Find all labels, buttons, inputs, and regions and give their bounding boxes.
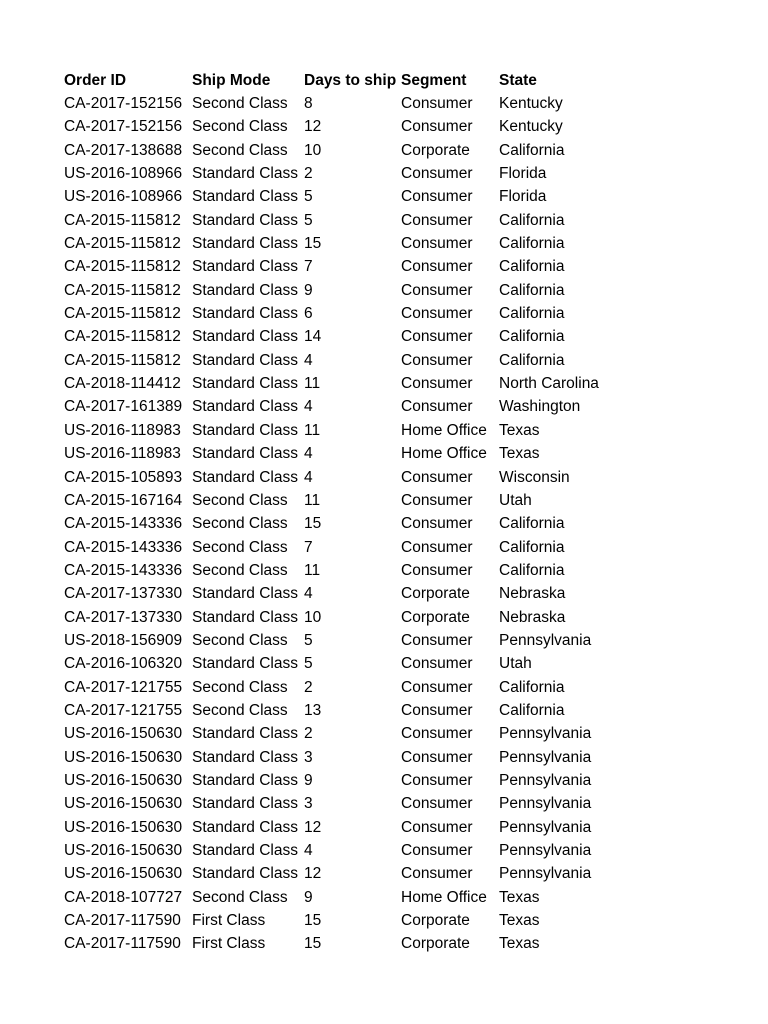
segment-cell: Home Office — [401, 421, 487, 439]
days-to-ship-cell: 2 — [304, 678, 313, 696]
state-cell: Texas — [499, 935, 540, 953]
segment-cell: Corporate — [401, 585, 470, 603]
ship-mode-cell: Standard Class — [192, 748, 298, 766]
state-cell: Florida — [499, 188, 547, 206]
order-id-cell: CA-2017-152156 — [64, 118, 183, 136]
days-to-ship-cell: 5 — [304, 655, 313, 673]
ship-mode-cell: Second Class — [192, 631, 288, 649]
ship-mode-cell: Second Class — [192, 491, 288, 509]
ship-mode-cell: Second Class — [192, 538, 288, 556]
days-to-ship-cell: 4 — [304, 398, 313, 416]
column-header-order-id: Order ID — [64, 71, 127, 89]
table-row — [64, 793, 639, 816]
days-to-ship-cell: 7 — [304, 258, 313, 276]
state-cell: Nebraska — [499, 585, 566, 603]
state-cell: California — [499, 678, 565, 696]
order-id-cell: CA-2015-143336 — [64, 561, 183, 579]
order-id-cell: US-2016-108966 — [64, 188, 183, 206]
state-cell: North Carolina — [499, 375, 599, 393]
state-cell: Pennsylvania — [499, 842, 592, 860]
state-cell: Texas — [499, 912, 540, 930]
segment-cell: Corporate — [401, 608, 470, 626]
days-to-ship-cell: 4 — [304, 445, 313, 463]
order-id-cell: CA-2017-161389 — [64, 398, 183, 416]
table-row — [64, 583, 639, 606]
segment-cell: Consumer — [401, 118, 473, 136]
table-row — [64, 92, 639, 115]
state-cell: Pennsylvania — [499, 631, 592, 649]
segment-cell: Consumer — [401, 678, 473, 696]
ship-mode-cell: Standard Class — [192, 608, 298, 626]
table-row — [64, 769, 639, 792]
days-to-ship-cell: 11 — [304, 421, 321, 439]
state-cell: California — [499, 561, 565, 579]
state-cell: California — [499, 328, 565, 346]
segment-cell: Consumer — [401, 725, 473, 743]
table-row — [64, 372, 639, 395]
state-cell: Utah — [499, 655, 532, 673]
segment-cell: Consumer — [401, 258, 473, 276]
order-id-cell: US-2016-150630 — [64, 748, 183, 766]
segment-cell: Consumer — [401, 701, 473, 719]
state-cell: Washington — [499, 398, 581, 416]
order-id-cell: CA-2015-115812 — [64, 235, 181, 253]
days-to-ship-cell: 14 — [304, 328, 322, 346]
state-cell: Pennsylvania — [499, 795, 592, 813]
table-row — [64, 466, 639, 489]
segment-cell: Consumer — [401, 165, 473, 183]
state-cell: California — [499, 701, 565, 719]
ship-mode-cell: Standard Class — [192, 445, 298, 463]
days-to-ship-cell: 12 — [304, 118, 322, 136]
table-row — [64, 559, 639, 582]
state-cell: Nebraska — [499, 608, 566, 626]
days-to-ship-cell: 11 — [304, 491, 321, 509]
state-cell: California — [499, 281, 565, 299]
state-cell: Wisconsin — [499, 468, 570, 486]
segment-cell: Consumer — [401, 211, 473, 229]
order-id-cell: US-2016-150630 — [64, 795, 183, 813]
ship-mode-cell: Standard Class — [192, 188, 298, 206]
segment-cell: Corporate — [401, 935, 470, 953]
segment-cell: Consumer — [401, 351, 473, 369]
order-id-cell: CA-2018-114412 — [64, 375, 181, 393]
ship-mode-cell: Standard Class — [192, 351, 298, 369]
ship-mode-cell: Standard Class — [192, 258, 298, 276]
order-id-cell: CA-2015-167164 — [64, 491, 183, 509]
order-id-cell: US-2016-150630 — [64, 771, 183, 789]
order-id-cell: US-2016-150630 — [64, 725, 183, 743]
ship-mode-cell: Standard Class — [192, 235, 298, 253]
ship-mode-cell: Standard Class — [192, 328, 298, 346]
table-row — [64, 256, 639, 279]
ship-mode-cell: Second Class — [192, 141, 288, 159]
order-id-cell: CA-2015-143336 — [64, 538, 183, 556]
state-cell: California — [499, 141, 565, 159]
state-cell: California — [499, 515, 565, 533]
state-cell: Pennsylvania — [499, 748, 592, 766]
days-to-ship-cell: 4 — [304, 351, 313, 369]
ship-mode-cell: Second Class — [192, 95, 288, 113]
segment-cell: Consumer — [401, 818, 473, 836]
ship-mode-cell: Second Class — [192, 561, 288, 579]
days-to-ship-cell: 6 — [304, 305, 313, 323]
order-id-cell: US-2016-108966 — [64, 165, 183, 183]
days-to-ship-cell: 7 — [304, 538, 313, 556]
ship-mode-cell: Standard Class — [192, 865, 298, 883]
state-cell: Pennsylvania — [499, 818, 592, 836]
segment-cell: Consumer — [401, 95, 473, 113]
table-row — [64, 723, 639, 746]
segment-cell: Consumer — [401, 748, 473, 766]
state-cell: Texas — [499, 421, 540, 439]
ship-mode-cell: Standard Class — [192, 771, 298, 789]
segment-cell: Home Office — [401, 888, 487, 906]
order-id-cell: CA-2017-138688 — [64, 141, 183, 159]
segment-cell: Consumer — [401, 328, 473, 346]
segment-cell: Consumer — [401, 398, 473, 416]
table-row — [64, 209, 639, 232]
days-to-ship-cell: 4 — [304, 585, 313, 603]
table-row — [64, 186, 639, 209]
segment-cell: Consumer — [401, 561, 473, 579]
days-to-ship-cell: 2 — [304, 165, 313, 183]
ship-mode-cell: Second Class — [192, 701, 288, 719]
order-id-cell: CA-2016-106320 — [64, 655, 183, 673]
table-row — [64, 629, 639, 652]
state-cell: Kentucky — [499, 118, 563, 136]
segment-cell: Corporate — [401, 912, 470, 930]
order-id-cell: US-2016-118983 — [64, 421, 181, 439]
segment-cell: Consumer — [401, 235, 473, 253]
days-to-ship-cell: 2 — [304, 725, 313, 743]
segment-cell: Consumer — [401, 375, 473, 393]
days-to-ship-cell: 15 — [304, 515, 322, 533]
order-id-cell: CA-2017-137330 — [64, 608, 183, 626]
order-id-cell: CA-2018-107727 — [64, 888, 183, 906]
segment-cell: Consumer — [401, 655, 473, 673]
ship-mode-cell: First Class — [192, 912, 266, 930]
state-cell: California — [499, 235, 565, 253]
order-id-cell: US-2016-150630 — [64, 818, 183, 836]
order-id-cell: CA-2017-121755 — [64, 701, 183, 719]
ship-mode-cell: Second Class — [192, 888, 288, 906]
table-row — [64, 116, 639, 139]
segment-cell: Consumer — [401, 468, 473, 486]
table-row — [64, 909, 639, 932]
table-row — [64, 302, 639, 325]
ship-mode-cell: Standard Class — [192, 795, 298, 813]
ship-mode-cell: Standard Class — [192, 725, 298, 743]
order-id-cell: CA-2015-105893 — [64, 468, 183, 486]
column-header-state: State — [499, 71, 537, 89]
table-row — [64, 326, 639, 349]
days-to-ship-cell: 9 — [304, 281, 313, 299]
ship-mode-cell: First Class — [192, 935, 266, 953]
ship-mode-cell: Standard Class — [192, 655, 298, 673]
segment-cell: Consumer — [401, 771, 473, 789]
order-id-cell: CA-2015-115812 — [64, 351, 181, 369]
table-body — [64, 92, 639, 956]
days-to-ship-cell: 10 — [304, 141, 322, 159]
days-to-ship-cell: 5 — [304, 631, 313, 649]
ship-mode-cell: Standard Class — [192, 281, 298, 299]
ship-mode-cell: Second Class — [192, 678, 288, 696]
table-row — [64, 279, 639, 302]
ship-mode-cell: Standard Class — [192, 842, 298, 860]
table-row — [64, 419, 639, 442]
table-row — [64, 139, 639, 162]
column-header-days-to-ship: Days to ship — [304, 71, 397, 89]
ship-mode-cell: Standard Class — [192, 211, 298, 229]
days-to-ship-cell: 5 — [304, 188, 313, 206]
state-cell: California — [499, 258, 565, 276]
ship-mode-cell: Standard Class — [192, 585, 298, 603]
order-id-cell: CA-2017-117590 — [64, 935, 181, 953]
order-id-cell: US-2016-150630 — [64, 865, 183, 883]
table-row — [64, 396, 639, 419]
days-to-ship-cell: 4 — [304, 468, 313, 486]
state-cell: California — [499, 351, 565, 369]
order-id-cell: CA-2017-137330 — [64, 585, 183, 603]
segment-cell: Consumer — [401, 795, 473, 813]
table-row — [64, 839, 639, 862]
ship-mode-cell: Standard Class — [192, 165, 298, 183]
ship-mode-cell: Second Class — [192, 515, 288, 533]
order-id-cell: US-2018-156909 — [64, 631, 183, 649]
days-to-ship-cell: 10 — [304, 608, 322, 626]
days-to-ship-cell: 11 — [304, 375, 321, 393]
table-row — [64, 746, 639, 769]
ship-mode-cell: Standard Class — [192, 818, 298, 836]
order-id-cell: CA-2015-115812 — [64, 281, 181, 299]
ship-mode-cell: Standard Class — [192, 468, 298, 486]
table-row — [64, 699, 639, 722]
days-to-ship-cell: 15 — [304, 235, 322, 253]
days-to-ship-cell: 11 — [304, 561, 321, 579]
column-header-ship-mode: Ship Mode — [192, 71, 271, 89]
order-id-cell: CA-2015-143336 — [64, 515, 183, 533]
table-row — [64, 443, 639, 466]
ship-mode-cell: Standard Class — [192, 375, 298, 393]
segment-cell: Consumer — [401, 842, 473, 860]
state-cell: California — [499, 211, 565, 229]
segment-cell: Consumer — [401, 491, 473, 509]
ship-mode-cell: Second Class — [192, 118, 288, 136]
state-cell: Texas — [499, 888, 540, 906]
days-to-ship-cell: 8 — [304, 95, 313, 113]
state-cell: California — [499, 305, 565, 323]
days-to-ship-cell: 13 — [304, 701, 322, 719]
table-row — [64, 489, 639, 512]
state-cell: California — [499, 538, 565, 556]
order-id-cell: US-2016-118983 — [64, 445, 181, 463]
days-to-ship-cell: 9 — [304, 888, 313, 906]
order-id-cell: CA-2015-115812 — [64, 305, 181, 323]
table-row — [64, 886, 639, 909]
table-row — [64, 816, 639, 839]
days-to-ship-cell: 3 — [304, 795, 313, 813]
days-to-ship-cell: 3 — [304, 748, 313, 766]
state-cell: Pennsylvania — [499, 865, 592, 883]
order-id-cell: CA-2015-115812 — [64, 211, 181, 229]
state-cell: Pennsylvania — [499, 725, 592, 743]
ship-mode-cell: Standard Class — [192, 398, 298, 416]
segment-cell: Consumer — [401, 515, 473, 533]
ship-mode-cell: Standard Class — [192, 421, 298, 439]
state-cell: Florida — [499, 165, 547, 183]
table-row — [64, 676, 639, 699]
state-cell: Utah — [499, 491, 532, 509]
segment-cell: Home Office — [401, 445, 487, 463]
days-to-ship-cell: 12 — [304, 818, 322, 836]
ship-mode-cell: Standard Class — [192, 305, 298, 323]
days-to-ship-cell: 15 — [304, 935, 322, 953]
order-id-cell: US-2016-150630 — [64, 842, 183, 860]
order-id-cell: CA-2017-152156 — [64, 95, 183, 113]
column-header-segment: Segment — [401, 71, 467, 89]
days-to-ship-cell: 9 — [304, 771, 313, 789]
segment-cell: Consumer — [401, 305, 473, 323]
segment-cell: Consumer — [401, 631, 473, 649]
table-header-row — [64, 69, 639, 92]
table-row — [64, 933, 639, 956]
order-id-cell: CA-2017-121755 — [64, 678, 183, 696]
state-cell: Texas — [499, 445, 540, 463]
order-id-cell: CA-2015-115812 — [64, 258, 181, 276]
days-to-ship-cell: 5 — [304, 211, 313, 229]
state-cell: Kentucky — [499, 95, 563, 113]
table-row — [64, 653, 639, 676]
segment-cell: Consumer — [401, 865, 473, 883]
order-id-cell: CA-2015-115812 — [64, 328, 181, 346]
table-row — [64, 863, 639, 886]
segment-cell: Consumer — [401, 538, 473, 556]
table-row — [64, 232, 639, 255]
orders-table — [64, 69, 639, 956]
table-row — [64, 162, 639, 185]
days-to-ship-cell: 12 — [304, 865, 322, 883]
segment-cell: Consumer — [401, 281, 473, 299]
state-cell: Pennsylvania — [499, 771, 592, 789]
days-to-ship-cell: 15 — [304, 912, 322, 930]
table-row — [64, 513, 639, 536]
segment-cell: Corporate — [401, 141, 470, 159]
days-to-ship-cell: 4 — [304, 842, 313, 860]
table-row — [64, 536, 639, 559]
order-id-cell: CA-2017-117590 — [64, 912, 181, 930]
table-row — [64, 606, 639, 629]
table-row — [64, 349, 639, 372]
segment-cell: Consumer — [401, 188, 473, 206]
